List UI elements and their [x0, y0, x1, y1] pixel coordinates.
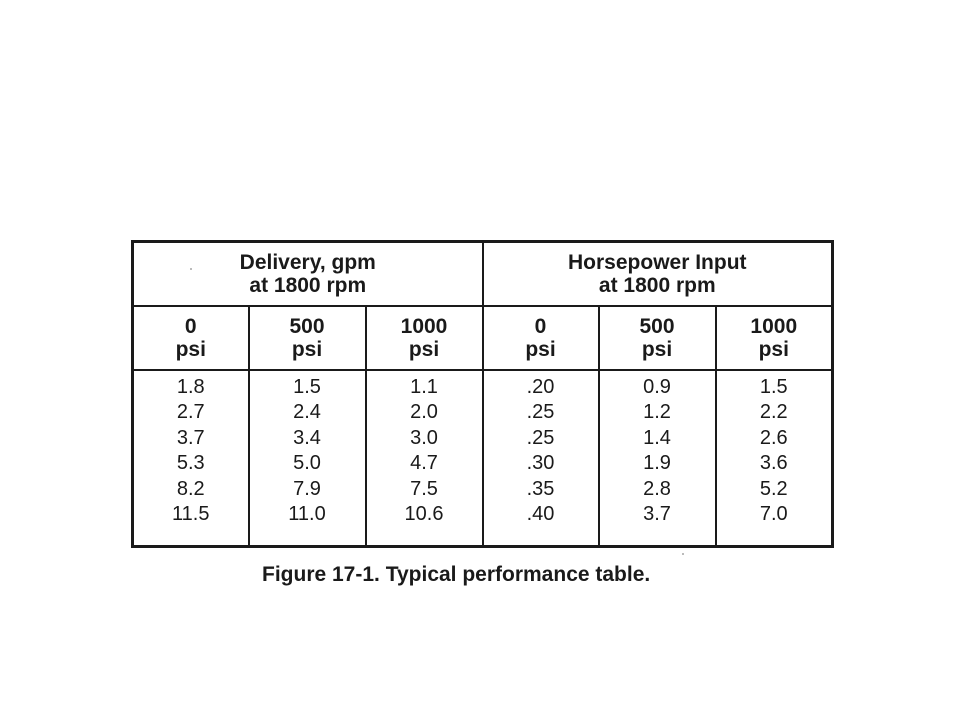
- table-cell: 2.0: [410, 401, 438, 424]
- column-header-value: 1000: [400, 315, 448, 338]
- column-header-unit: psi: [175, 338, 206, 361]
- scan-speck: [682, 553, 684, 555]
- table-cell: 4.7: [410, 452, 438, 475]
- horsepower-0psi-column: [483, 370, 599, 547]
- table-cell: 1.1: [410, 376, 438, 398]
- table-cell: 8.2: [176, 477, 205, 500]
- table-cell: .20: [526, 376, 555, 398]
- table-cell: 7.5: [410, 477, 438, 500]
- column-header-unit: psi: [641, 338, 673, 361]
- delivery-1000psi-column: [366, 370, 483, 547]
- horsepower-group-header: [483, 242, 833, 307]
- delivery-group-header: [133, 242, 483, 307]
- figure-caption: Figure 17-1. Typical performance table.: [262, 563, 651, 586]
- column-header: [716, 306, 833, 370]
- performance-table: [131, 240, 834, 548]
- column-header-value: 1000: [750, 315, 798, 338]
- table-cell: 2.2: [759, 401, 788, 424]
- group-header-row: [133, 242, 833, 307]
- table-cell: 3.0: [410, 426, 438, 449]
- table-cell: 3.7: [176, 426, 205, 449]
- column-header-value: 0: [534, 315, 547, 338]
- table-cell: 7.0: [759, 503, 788, 526]
- table-cell: 11.0: [288, 503, 326, 526]
- horsepower-500psi-column: [599, 370, 716, 547]
- horsepower-group-title: Horsepower Input: [568, 251, 747, 274]
- table-cell: 11.5: [172, 503, 210, 526]
- table-cell: 2.8: [643, 477, 671, 500]
- table-cell: 5.0: [293, 452, 321, 475]
- table-cell: 1.5: [293, 376, 321, 398]
- horsepower-group-subtitle: at 1800 rpm: [598, 274, 716, 297]
- table-cell: 1.2: [643, 401, 671, 424]
- table-cell: 1.9: [643, 452, 671, 475]
- column-header-value: 500: [639, 315, 675, 338]
- delivery-0psi-column: [133, 370, 249, 547]
- table-cell: 3.7: [643, 503, 671, 526]
- data-row: [133, 370, 833, 547]
- column-header-value: 500: [289, 315, 325, 338]
- table-cell: 1.4: [643, 426, 671, 449]
- table-cell: 1.5: [759, 376, 788, 398]
- table-cell: 2.7: [176, 401, 205, 424]
- table-cell: 5.3: [176, 452, 205, 475]
- table-cell: .35: [526, 477, 555, 500]
- table-cell: 10.6: [404, 503, 444, 526]
- horsepower-1000psi-column: [716, 370, 833, 547]
- delivery-500psi-column: [249, 370, 366, 547]
- table-cell: .25: [526, 426, 555, 449]
- table-cell: .30: [526, 452, 555, 475]
- table-cell: 3.6: [759, 452, 788, 475]
- table-cell: 0.9: [643, 376, 671, 398]
- column-header: [599, 306, 716, 370]
- table-cell: .25: [526, 401, 555, 424]
- column-header: [133, 306, 249, 370]
- column-header: [366, 306, 483, 370]
- table-cell: .40: [526, 503, 555, 526]
- table-cell: 3.4: [293, 426, 321, 449]
- table-cell: 2.4: [293, 401, 321, 424]
- column-header: [483, 306, 599, 370]
- column-header-unit: psi: [291, 338, 323, 361]
- table-cell: 1.8: [176, 376, 205, 398]
- column-header-row: [133, 306, 833, 370]
- table-cell: 7.9: [293, 477, 321, 500]
- column-header: [249, 306, 366, 370]
- scan-speck: [190, 268, 192, 270]
- column-header-unit: psi: [758, 338, 789, 361]
- delivery-group-title: Delivery, gpm: [239, 251, 376, 274]
- column-header-unit: psi: [408, 338, 440, 361]
- delivery-group-subtitle: at 1800 rpm: [249, 274, 367, 297]
- column-header-unit: psi: [525, 338, 556, 361]
- table-cell: 2.6: [759, 426, 788, 449]
- column-header-value: 0: [184, 315, 197, 338]
- table-cell: 5.2: [759, 477, 788, 500]
